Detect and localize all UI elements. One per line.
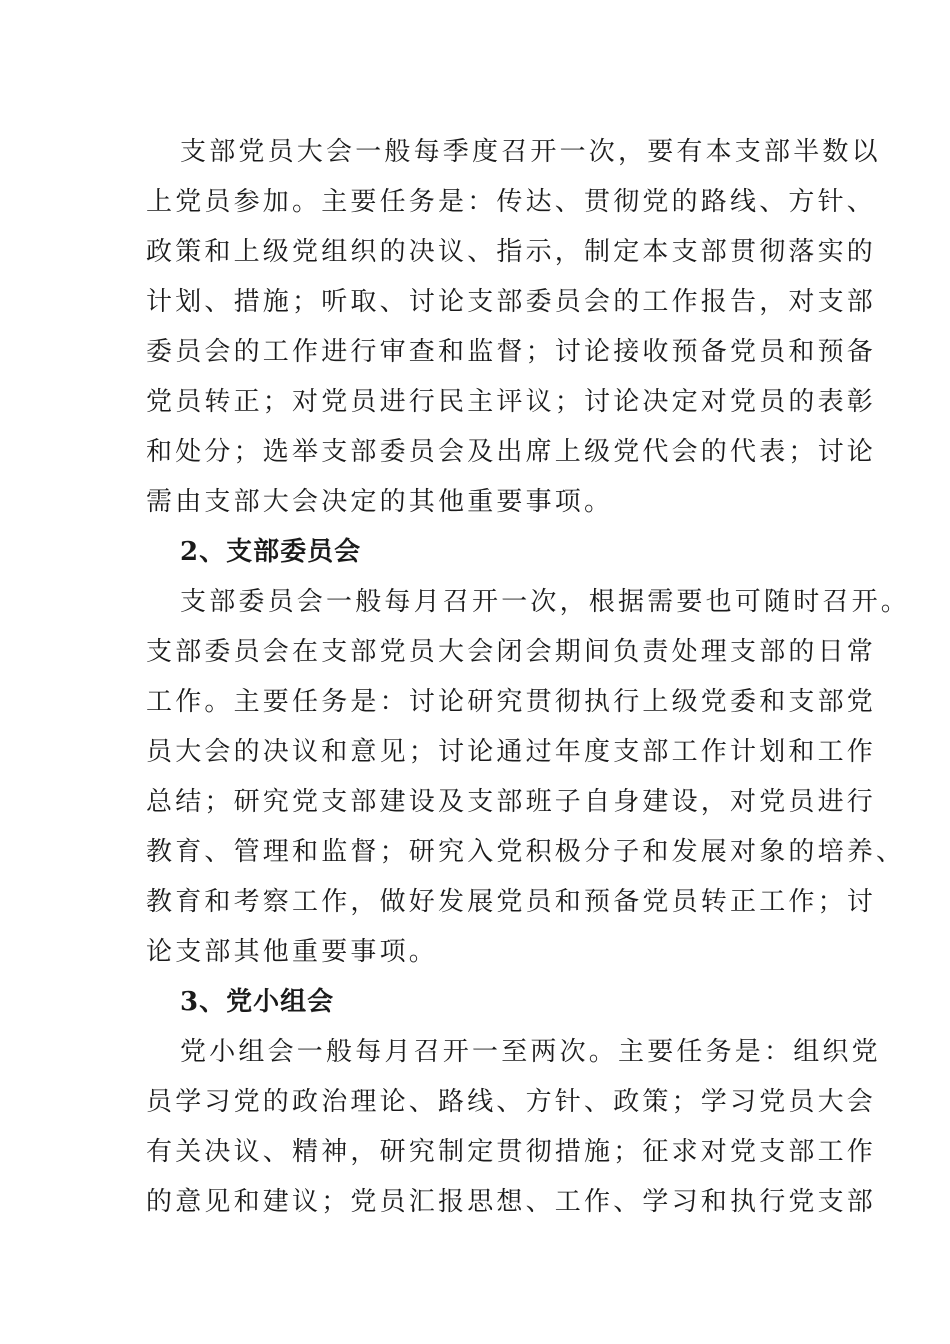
paragraph-line: 计划、措施；听取、讨论支部委员会的工作报告，对支部 (146, 287, 877, 317)
paragraph-line: 支部委员会在支部党员大会闭会期间负责处理支部的日常 (146, 637, 877, 667)
paragraph-line: 上党员参加。主要任务是：传达、贯彻党的路线、方针、 (146, 187, 877, 217)
paragraph-line: 教育和考察工作，做好发展党员和预备党员转正工作；讨 (146, 887, 877, 917)
paragraph-line: 的意见和建议；党员汇报思想、工作、学习和执行党支部 (146, 1187, 877, 1217)
paragraph-line: 支部党员大会一般每季度召开一次，要有本支部半数以 (180, 137, 881, 167)
section-heading: 2、支部委员会 (180, 537, 362, 567)
paragraph-line: 党小组会一般每月召开一至两次。主要任务是：组织党 (180, 1037, 881, 1067)
paragraph-line: 政策和上级党组织的决议、指示，制定本支部贯彻落实的 (146, 237, 877, 267)
paragraph-line: 员学习党的政治理论、路线、方针、政策；学习党员大会 (146, 1087, 877, 1117)
paragraph-line: 工作。主要任务是：讨论研究贯彻执行上级党委和支部党 (146, 687, 877, 717)
paragraph-line: 支部委员会一般每月召开一次，根据需要也可随时召开。 (180, 587, 911, 617)
paragraph-line: 党员转正；对党员进行民主评议；讨论决定对党员的表彰 (146, 387, 877, 417)
section-heading: 3、党小组会 (180, 987, 335, 1017)
paragraph-line: 委员会的工作进行审查和监督；讨论接收预备党员和预备 (146, 337, 877, 367)
paragraph-line: 和处分；选举支部委员会及出席上级党代会的代表；讨论 (146, 437, 877, 467)
paragraph-line: 有关决议、精神，研究制定贯彻措施；征求对党支部工作 (146, 1137, 877, 1167)
paragraph-line: 员大会的决议和意见；讨论通过年度支部工作计划和工作 (146, 737, 877, 767)
paragraph-line: 总结；研究党支部建设及支部班子自身建设，对党员进行 (146, 787, 877, 817)
paragraph-line: 论支部其他重要事项。 (146, 937, 439, 967)
paragraph-line: 需由支部大会决定的其他重要事项。 (146, 487, 614, 517)
paragraph-line: 教育、管理和监督；研究入党积极分子和发展对象的培养、 (146, 837, 906, 867)
